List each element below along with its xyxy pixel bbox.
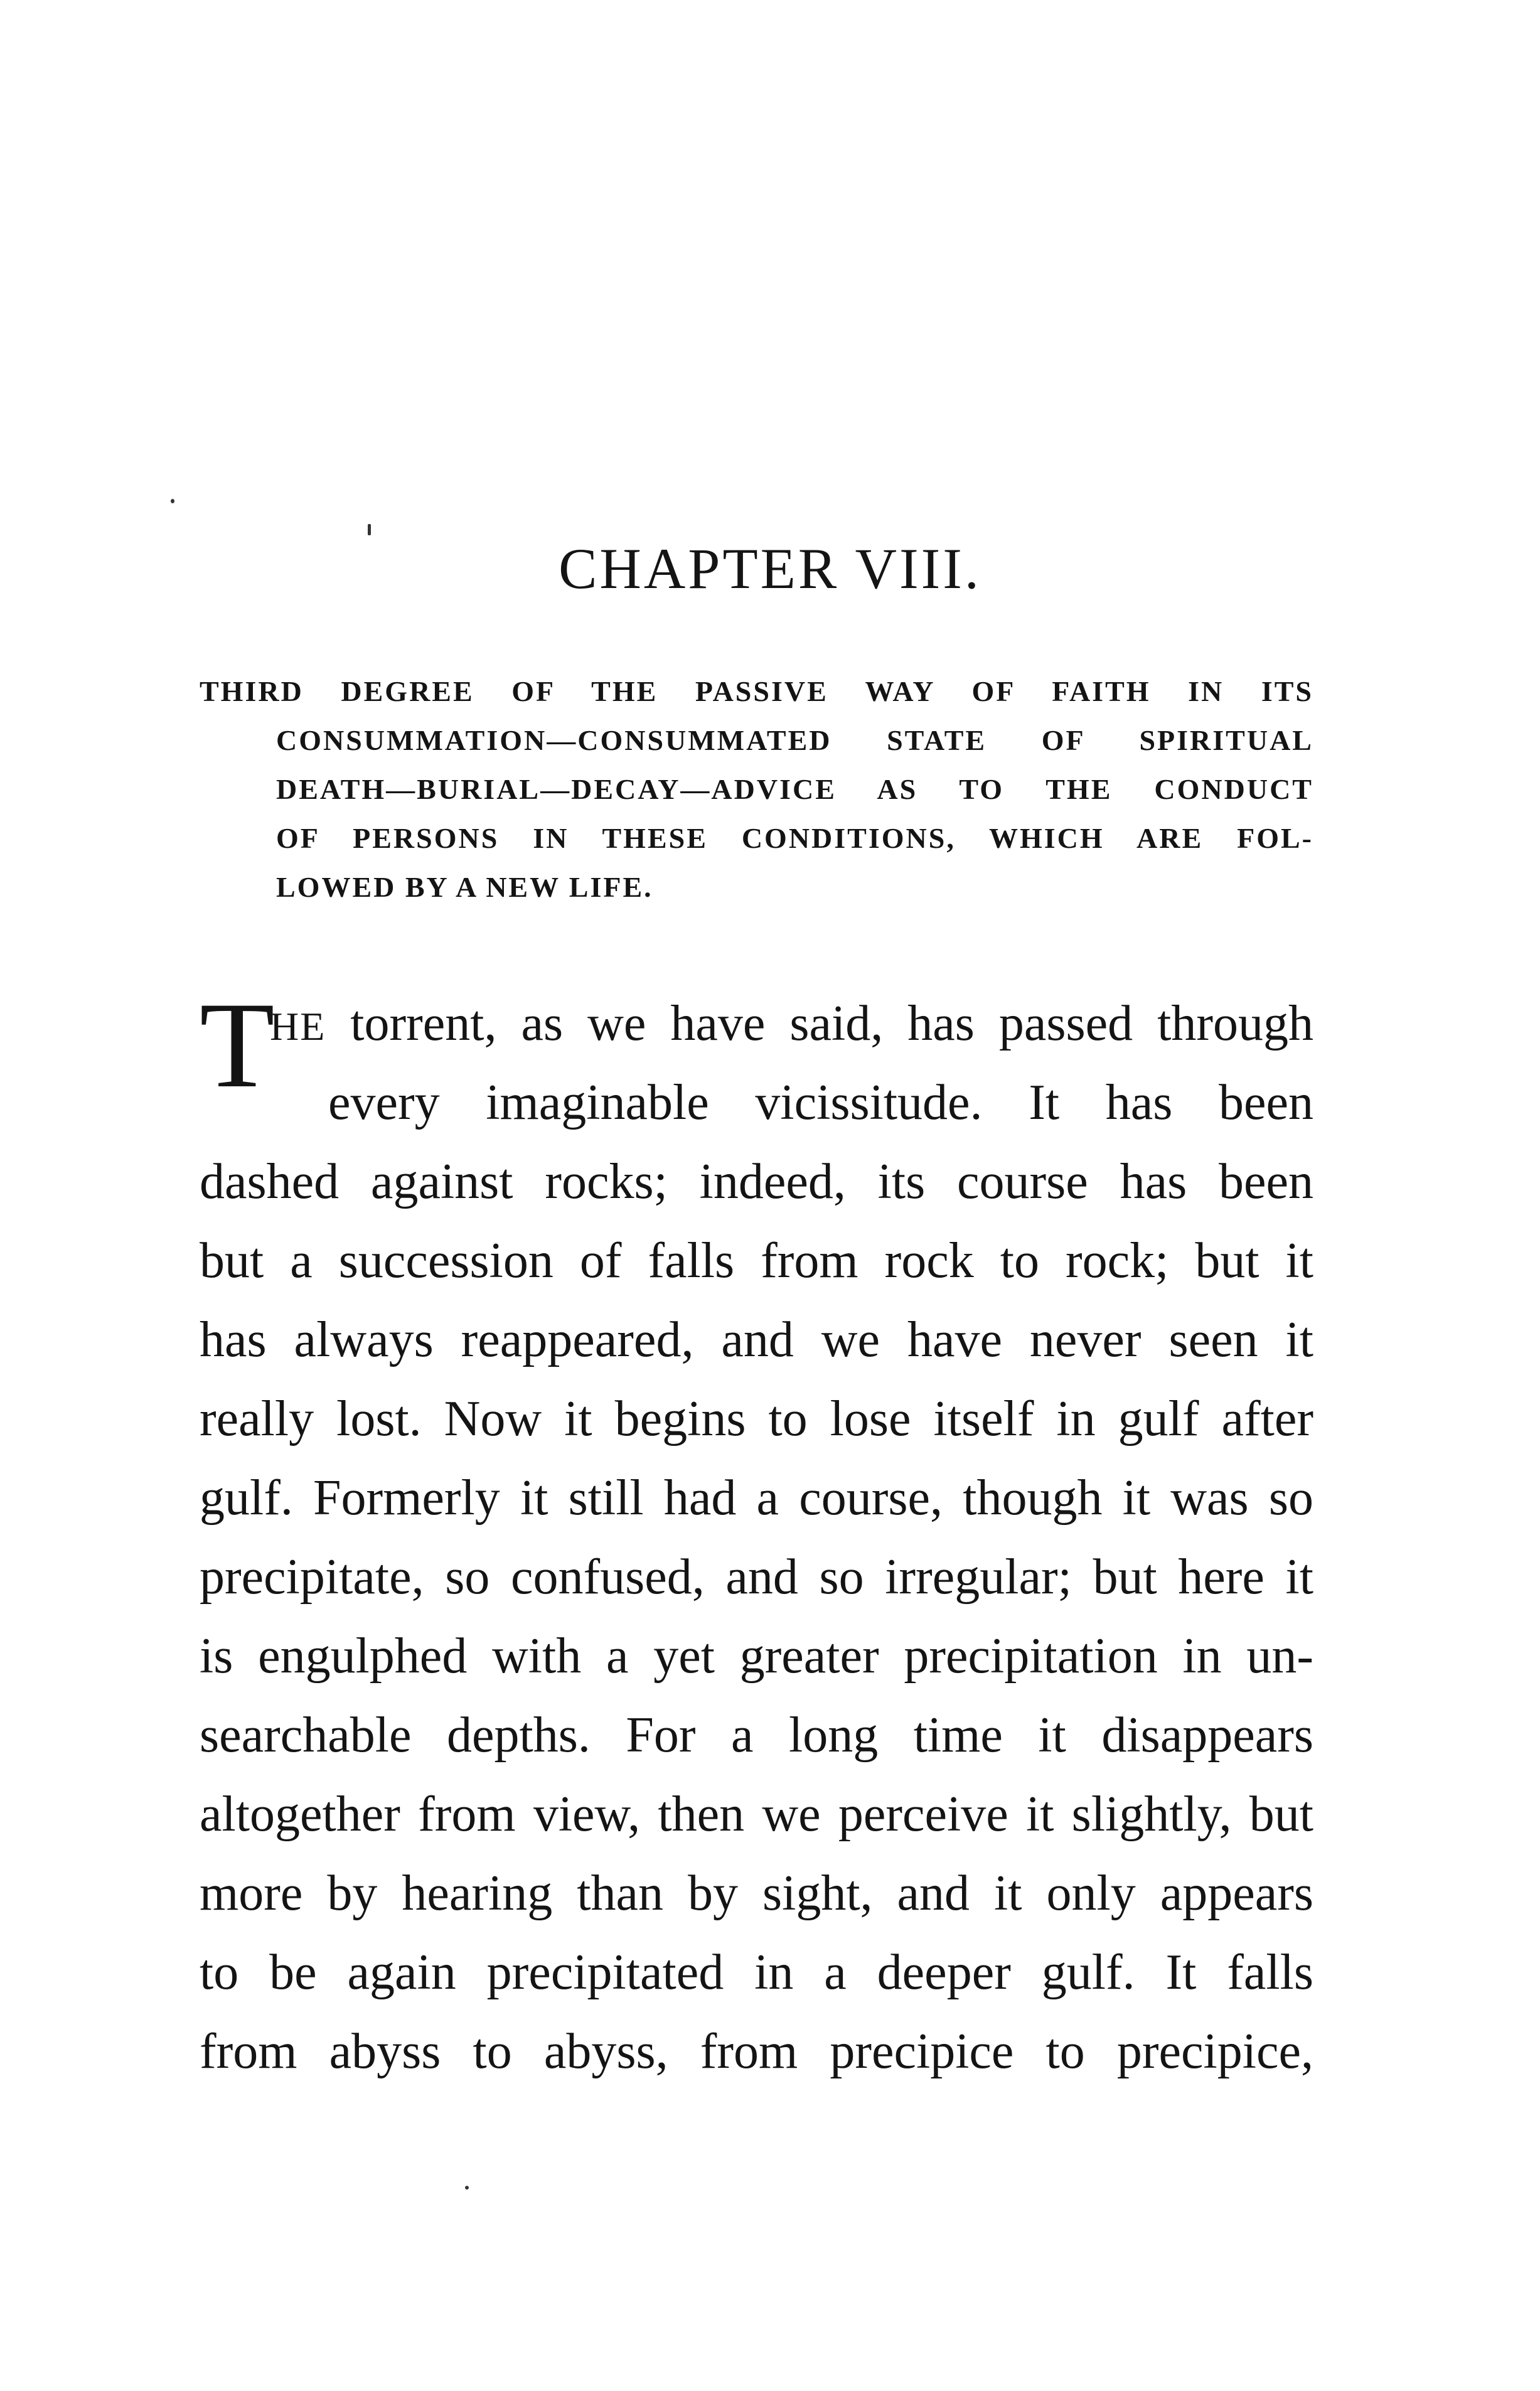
body-line: to be again precipitated in a deeper gulf. It falls bbox=[200, 1945, 1313, 2000]
chapter-title: CHAPTER VIII. bbox=[559, 537, 981, 601]
body-line: really lost. Now it begins to lose itself in gulf after bbox=[200, 1391, 1313, 1447]
body-line: dashed against rocks; indeed, its course has been bbox=[200, 1154, 1313, 1209]
body-line: has always reappeared, and we have never seen it bbox=[200, 1312, 1313, 1367]
body-paragraph bbox=[200, 1063, 1313, 2091]
body-line: gulf. Formerly it still had a course, though it was so bbox=[200, 1470, 1313, 1526]
body-line: is engulphed with a yet greater precipitation in un- bbox=[200, 1629, 1313, 1684]
body-line: every imaginable vicissitude. It has been bbox=[328, 1075, 1313, 1130]
body-line: from abyss to abyss, from precipice to precipice, bbox=[200, 2024, 1313, 2079]
summary-line: DEATH—BURIAL—DECAY—ADVICE AS TO THE CONDUCT bbox=[276, 773, 1313, 805]
summary-line: LOWED BY A NEW LIFE. bbox=[276, 871, 653, 903]
first-line-caps: HE bbox=[270, 1004, 326, 1049]
summary-line: CONSUMMATION—CONSUMMATED STATE OF SPIRITUAL bbox=[276, 724, 1313, 756]
body-line: searchable depths. For a long time it disappears bbox=[200, 1708, 1313, 1763]
body-line: more by hearing than by sight, and it only appears bbox=[200, 1866, 1313, 1921]
summary-line: OF PERSONS IN THESE CONDITIONS, WHICH ARE FOL- bbox=[276, 822, 1313, 854]
summary-line: THIRD DEGREE OF THE PASSIVE WAY OF FAITH IN ITS bbox=[200, 675, 1313, 707]
print-speck bbox=[465, 2186, 469, 2190]
drop-cap: T bbox=[200, 977, 275, 1113]
body-first-line bbox=[270, 984, 1313, 1063]
body-line: altogether from view, then we perceive it slightly, but bbox=[200, 1787, 1313, 1842]
chapter-summary bbox=[200, 667, 1313, 912]
print-speck bbox=[171, 499, 174, 503]
first-line-rest: torrent, as we have said, has passed through bbox=[326, 996, 1313, 1051]
print-speck bbox=[368, 524, 371, 535]
body-line: but a succession of falls from rock to rock; but it bbox=[200, 1233, 1313, 1288]
body-line: precipitate, so confused, and so irregular; but here it bbox=[200, 1549, 1313, 1605]
